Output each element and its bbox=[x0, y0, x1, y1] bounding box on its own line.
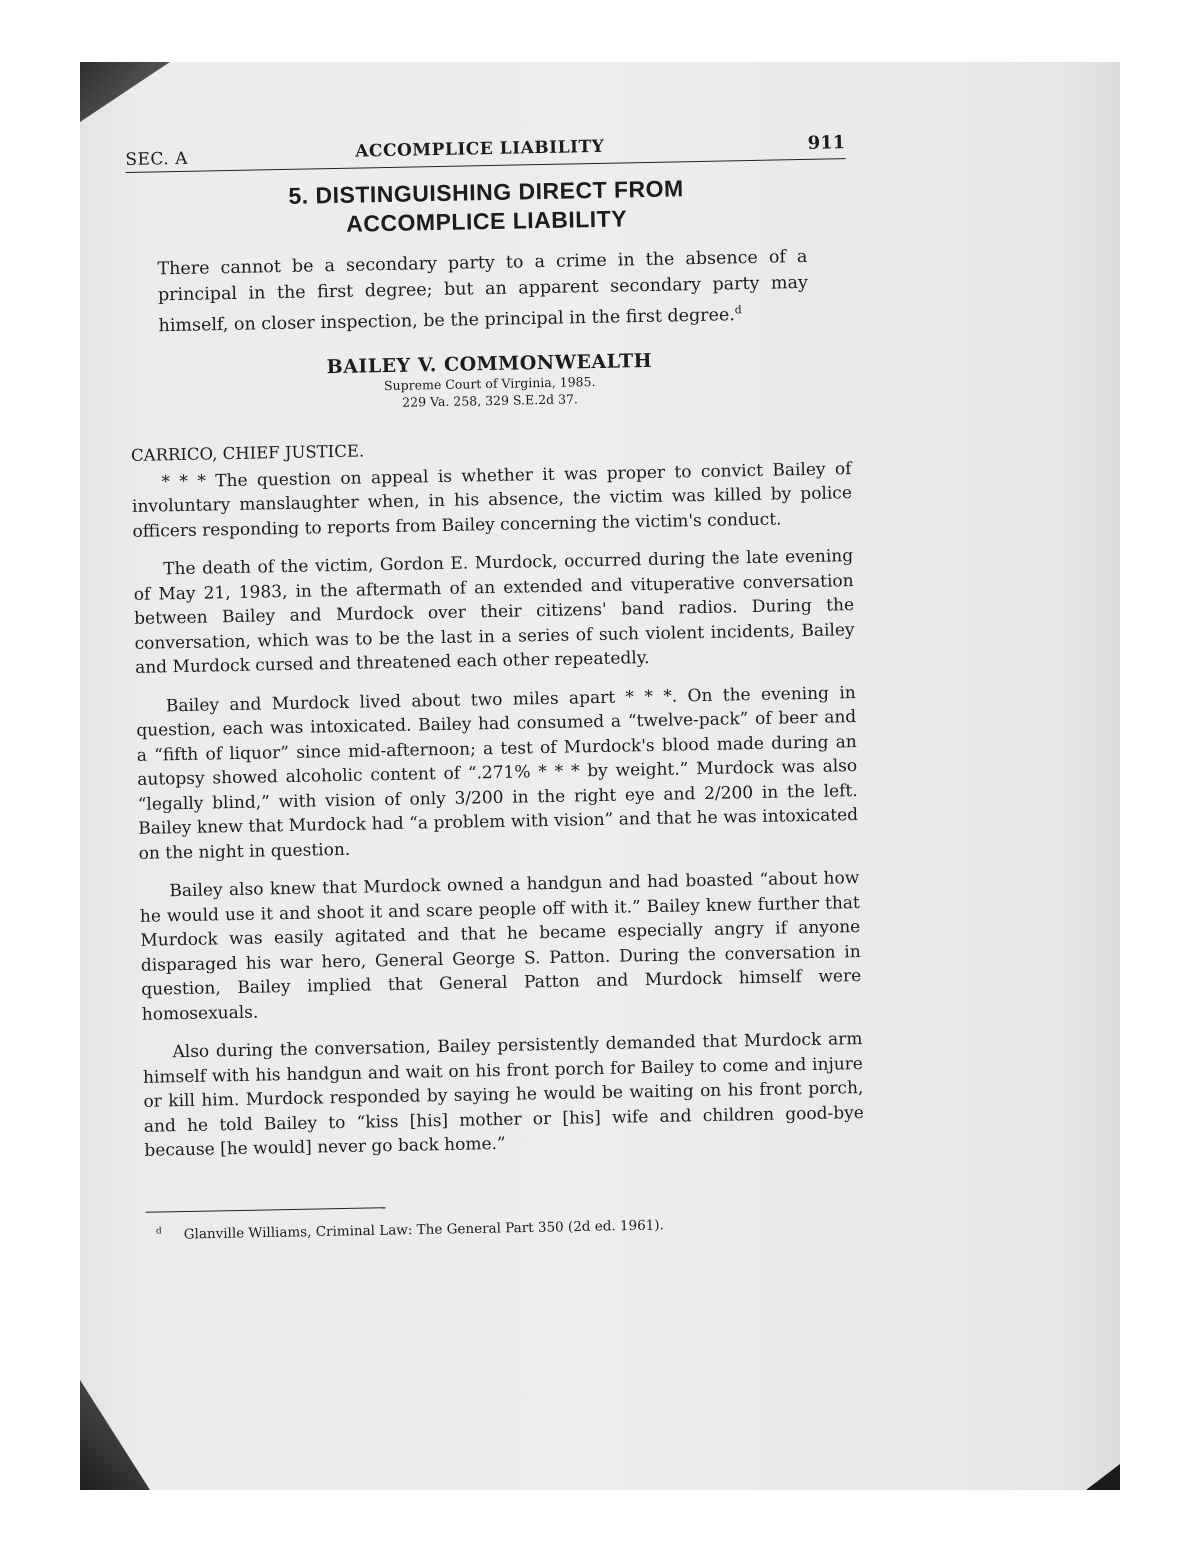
scan-shadow-bottom-left bbox=[80, 1380, 150, 1490]
opinion-paragraph: Also during the conversation, Bailey persistently demanded that Murdock arm himself with his handgun and wait on his front porch for Bailey to come and injure or kill him. Murdock responded by saying he would be waiting on his front porch, and he told Bailey to “kiss [his] mother or [his] wife and children good-bye because [he would] never go back home.” bbox=[142, 1029, 865, 1162]
opinion-paragraph: Bailey and Murdock lived about two miles apart * * *. On the evening in question, each was intoxicated. Bailey had consumed a “twelve-pack” of beer and a “fifth of liquor” since mid-afternoon; a test of Murdock's blood made during an autopsy showed alcoholic content of “.271% * * * by weight.” Murdock was also “legally blind,” with vision of only 3/200 in the right eye and 2/200 in the left. Bailey knew that Murdock had “a problem with vision” and that he was intoxicated on the night in question. bbox=[136, 682, 859, 864]
book-page bbox=[125, 126, 866, 1244]
footnote-divider bbox=[146, 1207, 386, 1213]
footnote-text: Glanville Williams, Criminal Law: The General Part 350 (2d ed. 1961). bbox=[183, 1217, 665, 1243]
opinion-paragraph: The death of the victim, Gordon E. Murdock, occurred during the late evening of May 21, 1983, in the aftermath of an extended and vituperative conversation between Bailey and Murdock over their citizens' band radios. During the conversation, which was to be the last in a series of such violent incidents, Bailey and Murdock cursed and threatened each other repeatedly. bbox=[133, 546, 855, 679]
opinion-paragraph: Bailey also knew that Murdock owned a handgun and had boasted “about how he would use it and shoot it and scare people off with it.” Bailey knew further that Murdock was easily agitated and that he became especially angry if anyone disparaged his war hero, General George S. Patton. During the conversation in question, Bailey implied that General Patton and Murdock himself were homosexuals. bbox=[139, 868, 862, 1025]
section-heading bbox=[126, 171, 847, 243]
scan-shadow-top-left bbox=[80, 62, 170, 122]
section-heading-line-2: ACCOMPLICE LIABILITY bbox=[345, 205, 628, 237]
scan-shadow-bottom-right bbox=[1086, 1464, 1120, 1490]
intro-text: There cannot be a secondary party to a crime in the absence of a principal in the first degree; but an apparent secondary party may himself, on closer inspection, be the principal in the first degree. bbox=[157, 246, 809, 337]
page-number: 911 bbox=[807, 132, 846, 154]
running-head-section: SEC. A bbox=[125, 148, 189, 170]
section-heading-line-1: 5. DISTINGUISHING DIRECT FROM bbox=[288, 175, 684, 209]
opinion-author: CARRICO, CHIEF JUSTICE. bbox=[130, 441, 365, 465]
footnote-marker: d bbox=[155, 1226, 162, 1237]
running-head-title: ACCOMPLICE LIABILITY bbox=[355, 136, 605, 162]
intro-quote bbox=[157, 244, 808, 339]
case-citation: 229 Va. 258, 329 S.E.2d 37. bbox=[402, 391, 579, 410]
intro-footnote-marker: d bbox=[734, 303, 742, 317]
opinion-paragraph: * * * The question on appeal is whether it was proper to convict Bailey of involuntary manslaughter when, in his absence, the victim was killed by police officers responding to reports from Bailey concerning the victim's conduct. bbox=[131, 458, 853, 542]
case-title: BAILEY V. COMMONWEALTH bbox=[326, 349, 653, 378]
case-court: Supreme Court of Virginia, 1985. bbox=[383, 373, 596, 393]
